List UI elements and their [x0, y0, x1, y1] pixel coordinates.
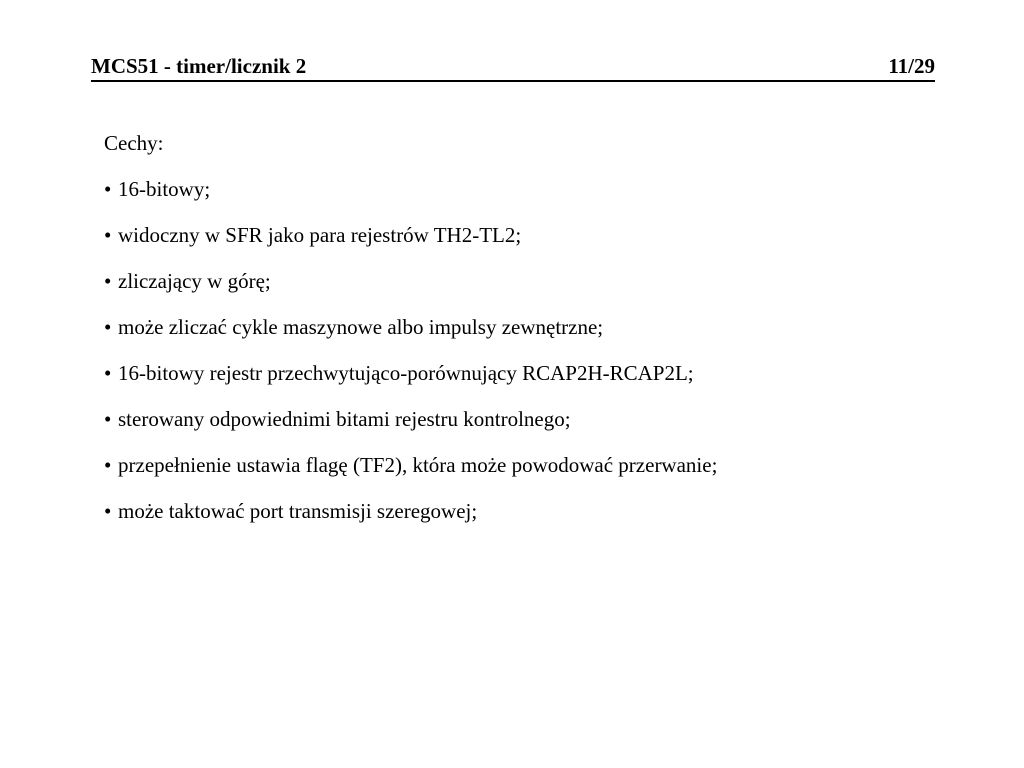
- list-item-text: 16-bitowy;: [118, 177, 211, 201]
- list-item: [104, 172, 984, 206]
- list-item-text: może zliczać cykle maszynowe albo impulsy zewnętrzne;: [118, 315, 604, 339]
- features-label: Cechy:: [104, 131, 164, 155]
- bullet-icon: •: [104, 223, 112, 247]
- list-item-text: sterowany odpowiednimi bitami rejestru kontrolnego;: [118, 407, 571, 431]
- features-list: [104, 172, 984, 528]
- bullet-icon: •: [104, 361, 112, 385]
- list-item-text: 16-bitowy rejestr przechwytująco-porównujący RCAP2H-RCAP2L;: [118, 361, 694, 385]
- bullet-icon: •: [104, 177, 112, 201]
- bullet-icon: •: [104, 499, 112, 523]
- bullet-icon: •: [104, 315, 112, 339]
- list-item: [104, 264, 984, 298]
- list-item: [104, 494, 984, 528]
- slide-content: [104, 126, 984, 540]
- slide-header: [91, 52, 935, 82]
- list-item-text: widoczny w SFR jako para rejestrów TH2-TL2;: [118, 223, 522, 247]
- list-item: [104, 448, 984, 482]
- list-item: [104, 402, 984, 436]
- slide-title: MCS51 - timer/licznik 2: [91, 54, 307, 78]
- list-item-text: zliczający w górę;: [118, 269, 271, 293]
- list-item: [104, 356, 984, 390]
- list-item-text: przepełnienie ustawia flagę (TF2), która może powodować przerwanie;: [118, 453, 718, 477]
- bullet-icon: •: [104, 269, 112, 293]
- list-item-text: może taktować port transmisji szeregowej;: [118, 499, 478, 523]
- list-item: [104, 310, 984, 344]
- bullet-icon: •: [104, 453, 112, 477]
- bullet-icon: •: [104, 407, 112, 431]
- list-item: [104, 218, 984, 252]
- page-number: 11/29: [888, 54, 935, 78]
